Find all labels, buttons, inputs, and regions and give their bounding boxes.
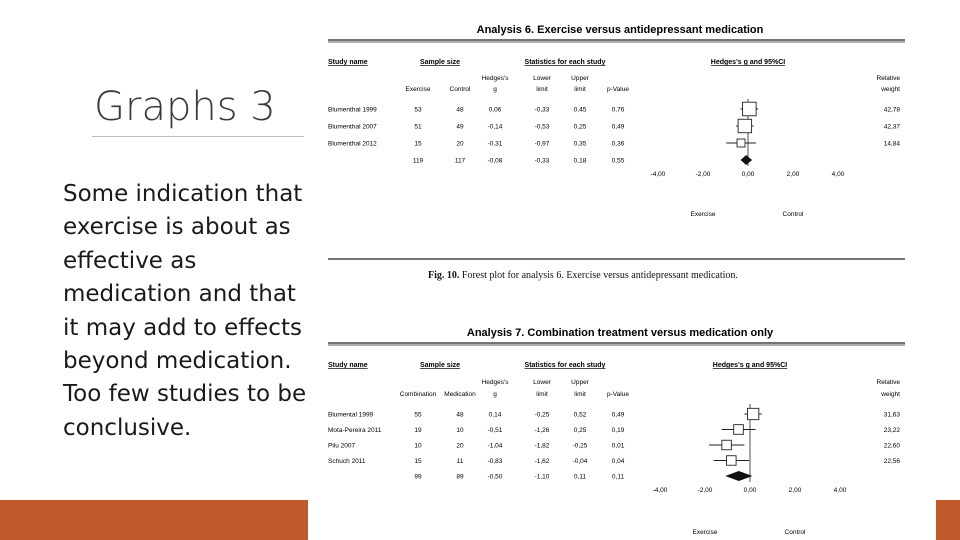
study-name: Pilu 2007 [328,442,356,450]
study-p-value: 0,49 [611,123,625,131]
header-sample-size: Sample size [419,362,461,369]
study-name: Blumental 1999 [328,411,374,419]
header-statistics: Statistics for each study [524,362,606,369]
header-group2: Medication [444,391,476,398]
study-p-value: 0,76 [611,106,625,114]
study-n1: 19 [414,427,422,434]
x-tick-label: 4,00 [833,487,847,494]
summary-upper: 0,11 [573,473,587,481]
summary-n2: 117 [454,157,466,165]
study-lower: -1,26 [534,427,550,434]
slide-title: Graphs 3 [94,84,276,130]
study-upper: -0,04 [572,458,588,465]
x-tick-label: -2,00 [697,487,713,494]
header-g-line2: g [493,391,497,398]
caption-label: Fig. 10. [428,270,460,281]
study-g: -0,83 [487,458,503,465]
header-group2: Control [449,86,471,93]
header-p-value: p-Value [607,86,629,93]
x-tick-label: 0,00 [743,487,757,494]
study-upper: -0,25 [572,442,588,450]
effect-marker [727,456,737,466]
effect-marker [734,425,744,435]
study-weight: 23,22 [883,427,900,434]
header-g-line2: g [493,86,497,93]
header-study-name: Study name [328,59,368,66]
study-upper: 0,25 [573,123,587,131]
chart-title: Analysis 6. Exercise versus antidepressant medication [476,24,764,36]
caption-text: Forest plot for analysis 6. Exercise versus antidepressant medication. [461,270,738,281]
x-tick-label: -4,00 [650,171,666,178]
study-name: Blumenthal 2007 [328,123,377,131]
study-weight: 31,63 [883,411,900,419]
summary-diamond [725,471,752,481]
favours-left-label: Exercise [690,211,716,218]
header-statistics: Statistics for each study [524,59,606,66]
header-group1: Exercise [405,86,431,93]
summary-n1: 99 [414,473,422,481]
x-tick-label: -2,00 [695,171,711,178]
header-group1: Combination [399,391,437,398]
x-tick-label: 4,00 [831,171,845,178]
study-p-value: 0,19 [611,427,625,434]
study-n1: 10 [414,442,422,450]
summary-g: -0,08 [487,157,503,165]
header-weight-line2: weight [881,86,900,93]
forest-plot-analysis-6 [320,14,910,264]
summary-p-value: 0,11 [611,473,625,481]
study-name: Blumenthal 2012 [328,140,377,148]
study-n2: 49 [456,123,464,131]
study-n2: 20 [456,140,464,148]
study-name: Schuch 2011 [328,458,366,465]
study-name: Mota-Pereira 2011 [328,427,382,434]
summary-n2: 89 [456,473,464,481]
study-lower: -1,82 [534,442,550,450]
study-upper: 0,45 [573,106,587,114]
summary-n1: 119 [412,157,424,165]
study-p-value: 0,49 [611,411,625,419]
study-g: -0,14 [487,123,503,131]
slide-body-text: Some indication that exercise is about as effective as medication and that it may add to effects beyond medication. Too few studies to be conclusive. [63,181,307,441]
header-g-line1: Hedges's [481,75,509,82]
study-n1: 55 [414,411,422,419]
study-g: 0,06 [488,106,502,114]
title-divider [92,136,304,137]
study-n2: 10 [456,427,464,434]
study-g: -0,51 [487,427,503,434]
header-lower-line1: Lower [533,75,551,82]
favours-right-label: Control [782,211,804,218]
study-upper: 0,25 [573,427,587,434]
summary-g: -0,50 [487,473,503,481]
study-p-value: 0,01 [611,442,625,450]
header-plot: Hedges's g and 95%CI [712,362,788,369]
header-lower-line2: limit [536,86,548,93]
chart-title: Analysis 7. Combination treatment versus medication only [466,327,774,339]
study-g: 0,14 [488,411,502,419]
study-n1: 51 [414,123,422,131]
effect-marker [747,408,758,419]
header-weight-line2: weight [881,391,900,398]
study-weight: 22,60 [883,442,900,450]
study-name: Blumenthal 1999 [328,106,377,114]
forest-plot-analysis-7 [320,318,910,540]
study-n2: 20 [456,442,464,450]
x-tick-label: -4,00 [652,487,668,494]
study-lower: -0,97 [534,140,550,148]
header-sample-size: Sample size [419,59,461,66]
header-lower-line1: Lower [533,379,551,386]
study-upper: 0,52 [573,411,587,419]
x-tick-label: 2,00 [786,171,800,178]
header-weight-line1: Relative [876,75,900,82]
study-n1: 53 [414,106,422,114]
study-weight: 42,37 [883,123,900,131]
effect-marker [722,440,732,450]
summary-p-value: 0,55 [611,157,625,165]
study-lower: -1,62 [534,458,550,465]
study-n2: 11 [456,458,464,465]
header-p-value: p-Value [607,391,629,398]
effect-marker [738,119,751,132]
study-lower: -0,25 [534,411,550,419]
summary-diamond [741,155,752,165]
favours-left-label: Exercise [692,529,718,536]
header-lower-line2: limit [536,391,548,398]
header-plot: Hedges's g and 95%CI [710,59,786,66]
study-upper: 0,35 [573,140,587,148]
study-p-value: 0,36 [611,140,625,148]
header-g-line1: Hedges's [481,379,509,386]
x-tick-label: 0,00 [741,171,755,178]
study-p-value: 0,04 [611,458,625,465]
effect-marker [743,102,757,116]
x-tick-label: 2,00 [788,487,802,494]
study-lower: -0,33 [534,106,550,114]
summary-upper: 0,18 [573,157,587,165]
study-weight: 22,56 [883,458,900,465]
effect-marker [737,139,745,147]
study-n1: 15 [414,458,422,465]
summary-lower: -0,33 [534,157,550,165]
footer-accent-bar-right [936,500,960,540]
header-upper-line1: Upper [571,379,589,386]
study-n1: 15 [414,140,422,148]
favours-right-label: Control [784,529,806,536]
study-weight: 14,84 [883,140,900,148]
footer-accent-bar [0,500,308,540]
study-g: -0,31 [487,140,503,148]
study-weight: 42,78 [883,106,900,114]
study-n2: 48 [456,411,464,419]
header-upper-line2: limit [574,86,586,93]
header-upper-line2: limit [574,391,586,398]
header-upper-line1: Upper [571,75,589,82]
study-lower: -0,53 [534,123,550,131]
figure-caption [428,270,738,281]
header-weight-line1: Relative [876,379,900,386]
study-g: -1,04 [487,442,503,450]
header-study-name: Study name [328,362,368,369]
summary-lower: -1,10 [534,473,550,481]
study-n2: 48 [456,106,464,114]
